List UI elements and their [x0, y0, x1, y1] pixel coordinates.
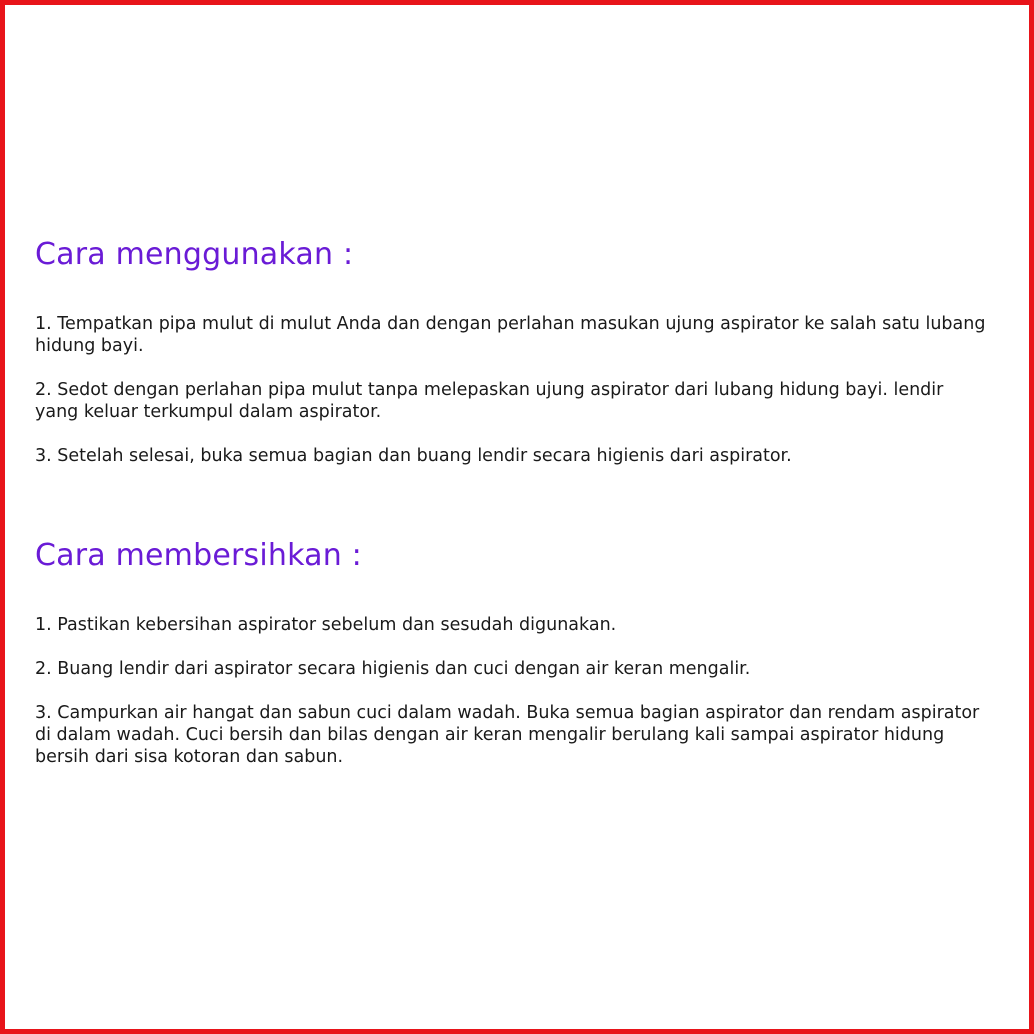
cleaning-step-2: 2. Buang lendir dari aspirator secara higienis dan cuci dengan air keran mengalir.	[35, 659, 751, 679]
cleaning-step-3: 3. Campurkan air hangat dan sabun cuci dalam wadah. Buka semua bagian aspirator dan rendam aspirator di dalam wadah. Cuci bersih dan bilas dengan air keran mengalir berulang kali sampai aspirator hidung bersih dari sisa kotoran dan sabun.	[35, 703, 980, 767]
usage-step-2: 2. Sedot dengan perlahan pipa mulut tanpa melepaskan ujung aspirator dari lubang hidung bayi. lendir yang keluar terkumpul dalam aspirator.	[35, 380, 944, 422]
cleaning-section	[35, 538, 989, 768]
usage-section-title: Cara menggunakan :	[35, 237, 354, 272]
usage-step-1: 1. Tempatkan pipa mulut di mulut Anda dan dengan perlahan masukan ujung aspirator ke salah satu lubang hidung bayi.	[35, 314, 986, 356]
cleaning-steps	[35, 614, 989, 768]
usage-step-3: 3. Setelah selesai, buka semua bagian dan buang lendir secara higienis dari aspirator.	[35, 446, 792, 466]
usage-steps	[35, 313, 989, 467]
usage-section	[35, 237, 989, 467]
cleaning-step-1: 1. Pastikan kebersihan aspirator sebelum dan sesudah digunakan.	[35, 615, 617, 635]
cleaning-section-title: Cara membersihkan :	[35, 538, 362, 573]
